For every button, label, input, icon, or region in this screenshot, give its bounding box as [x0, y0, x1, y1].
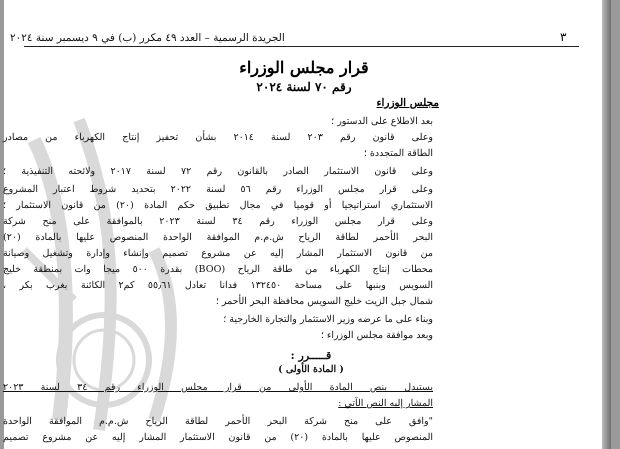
- gazette-header: [10, 32, 285, 44]
- decree-title: قرار مجلس الوزراء: [239, 58, 369, 77]
- preamble-line: الطاقة المتجددة ؛: [363, 148, 433, 159]
- preamble-line: وعلى قانون رقم ٢٠٣ لسنة ٢٠١٤ بشأن تحفيز إنتاج الكهرباء من مصادر: [3, 132, 434, 143]
- preamble-line: الاستثماري استراتيجيا أو قوميا في مجال تطبيق حكم المادة (٢٠) من قانون الاستثمار ؛: [3, 200, 433, 211]
- page-number: ٣: [560, 30, 567, 44]
- council-label: مجلس الوزراء: [376, 97, 439, 109]
- decided-label: قـــــرر :: [290, 349, 332, 362]
- decree-number: رقم ٧٠ لسنة ٢٠٢٤: [256, 80, 352, 94]
- preamble-line: من قانون الاستثمار المشار إليه عن مشروع تصميم وإنشاء وإدارة وتشغيل وصيانة: [3, 248, 433, 259]
- preamble-line: السويس وبنبها على مساحة ١٣٢٤٥٠ فدانا تعادل ٥٥٫٦١ كم٢ الكائنة بغرب بكر ،: [3, 280, 433, 291]
- header-divider: [24, 46, 579, 47]
- preamble-line: محطات إنتاج الكهرباء من طاقة الرياح (BOO) بقدرة ٥٠٠ ميجا وات بمنطقة خليج: [3, 264, 434, 275]
- preamble-line: وبناء على ما عرضه وزير الاستثمار والتجارة الخارجية ؛: [223, 314, 433, 325]
- preamble-line: وبعد موافقة مجلس الوزراء ؛: [320, 330, 433, 341]
- article-line: المشار إليه النص الآتي :: [338, 398, 433, 409]
- preamble-line: البحر الأحمر لطاقة الرياح ش.م.م الموافقة الواحدة المنصوص عليها بالمادة (٢٠): [3, 232, 433, 243]
- article-heading: ( المادة الأولى ): [278, 364, 344, 375]
- preamble-line: وعلى قرار مجلس الوزراء رقم ٥٦ لسنة ٢٠٢٢ بتحديد شروط اعتبار المشروع: [3, 184, 433, 195]
- preamble-line: وعلى قرار مجلس الوزراء رقم ٣٤ لسنة ٢٠٢٣ بالموافقة على منح شركة: [3, 216, 433, 227]
- gazette-issue-line: الجريدة الرسمية – العدد ٤٩ مكرر (ب) في ٩ ديسمبر سنة ٢٠٢٤: [10, 32, 285, 44]
- article-line: يستبدل بنص المادة الأولى من قرار مجلس الوزراء رقم ٣٤ لسنة ٢٠٢٣: [3, 382, 433, 393]
- article-line: المنصوص عليها بالمادة (٢٠) من قانون الاستثمار المشار إليه عن مشروع تصميم: [3, 432, 433, 443]
- preamble-line: وعلى قانون الاستثمار الصادر بالقانون رقم ٧٢ لسنة ٢٠١٧ ولائحته التنفيذية ؛: [3, 166, 433, 177]
- preamble-line: شمال جبل الزيت خليج السويس محافظة البحر الأحمر ؛: [215, 296, 433, 307]
- preamble-line: بعد الاطلاع على الدستور ؛: [331, 116, 433, 127]
- gazette-page: [4, 0, 611, 449]
- article-line: "وافق على منح شركة البحر الأحمر لطاقة الرياح ش.م.م الموافقة الواحدة: [3, 416, 433, 427]
- page-edge-shadow: [602, 0, 611, 449]
